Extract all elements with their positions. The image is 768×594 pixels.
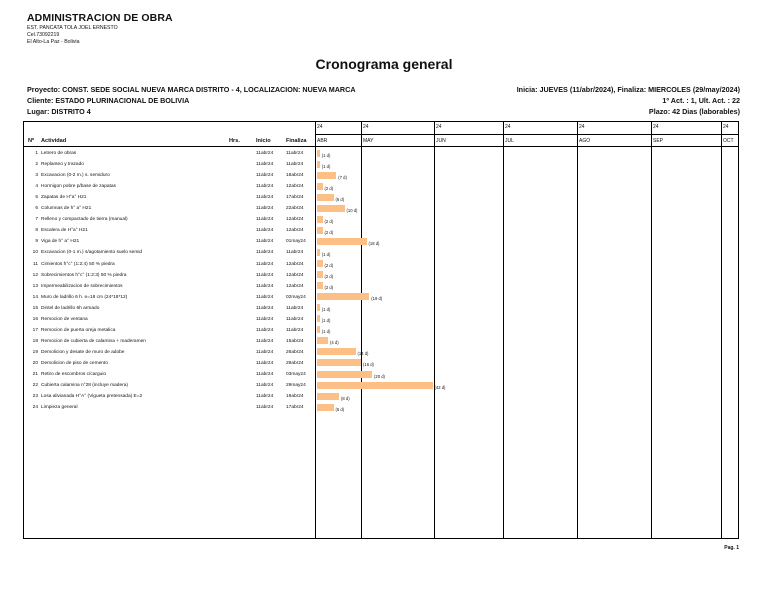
activity-end: 12abr24 xyxy=(286,272,304,278)
activity-name: Escalera de H°a° H21 xyxy=(41,228,88,234)
col-head-num: Nº xyxy=(28,138,35,144)
activity-start: 11abr24 xyxy=(256,294,274,300)
gantt-bar xyxy=(317,238,367,245)
activity-end: 26abr24 xyxy=(286,349,304,355)
duration-label: (1 d) xyxy=(321,152,331,158)
activity-end: 12abr24 xyxy=(286,261,304,267)
duration-total: Plazo: 42 Dias (laborables) xyxy=(648,107,740,116)
year-label: 24 xyxy=(363,124,369,130)
gantt-bar xyxy=(317,337,328,344)
activity-name: Limpieza general xyxy=(41,405,78,411)
activity-number: 14 xyxy=(32,294,38,300)
year-row-divider xyxy=(315,134,738,135)
month-divider xyxy=(577,122,578,538)
activity-name: Remocion de puerta oreja metalica xyxy=(41,327,116,333)
activity-number: 1 xyxy=(35,151,38,156)
duration-label: (8 d) xyxy=(341,395,350,401)
activity-end: 01may24 xyxy=(286,239,306,245)
activity-number: 4 xyxy=(35,184,38,190)
gantt-bar xyxy=(317,371,372,378)
activity-start: 11abr24 xyxy=(256,173,274,179)
activity-start: 11abr24 xyxy=(256,250,274,256)
duration-label: (10 d) xyxy=(346,207,358,213)
activity-number: 10 xyxy=(32,250,38,256)
duration-label: (1 d) xyxy=(321,251,331,257)
gantt-bar xyxy=(317,183,323,190)
duration-label: (20 d) xyxy=(374,373,385,379)
activity-number: 5 xyxy=(35,195,38,201)
activity-name: Cubierta calamina n°28 (incluye madera) xyxy=(41,383,128,389)
activity-end: 11abr24 xyxy=(286,250,304,256)
gantt-bar xyxy=(317,172,336,179)
activity-end: 22abr24 xyxy=(286,206,304,212)
activity-name: Hormigon pobre p/base de zapatas xyxy=(41,184,116,190)
activity-name: Demolicion y desate de muro de adobe xyxy=(41,349,125,355)
activity-name: Excavacion (0-2 m.) s. semiduro xyxy=(41,173,110,179)
month-divider xyxy=(434,122,435,538)
activity-start: 11abr24 xyxy=(256,184,274,190)
project-name: Proyecto: CONST. SEDE SOCIAL NUEVA MARCA DISTRITO - 4, LOCALIZACION: NUEVA MARCA xyxy=(27,85,356,94)
activity-end: 11abr24 xyxy=(286,151,304,156)
duration-label: (19 d) xyxy=(371,296,383,302)
activity-number: 22 xyxy=(32,383,38,389)
activity-end: 12abr24 xyxy=(286,283,304,289)
gantt-bar xyxy=(317,282,323,289)
activity-start: 11abr24 xyxy=(256,206,274,212)
gantt-bar xyxy=(317,382,433,389)
activity-number: 21 xyxy=(32,372,38,377)
activity-start: 11abr24 xyxy=(256,283,274,289)
activity-name: Columnas de h° a° H21 xyxy=(41,206,92,212)
activity-number: 16 xyxy=(32,316,38,322)
duration-label: (4 d) xyxy=(330,340,339,346)
activity-name: Retiro de escombros c/carguio xyxy=(41,372,107,377)
activity-end: 11abr24 xyxy=(286,316,304,322)
activity-number: 12 xyxy=(32,272,38,278)
activity-end: 11abr24 xyxy=(286,305,304,311)
client-name: Cliente: ESTADO PLURINACIONAL DE BOLIVIA xyxy=(27,96,190,105)
activity-number: 7 xyxy=(35,217,38,223)
activity-end: 17abr24 xyxy=(286,405,304,411)
activity-start: 11abr24 xyxy=(256,151,274,156)
duration-label: (1 d) xyxy=(321,318,331,324)
duration-label: (2 d) xyxy=(324,263,334,268)
gantt-bar xyxy=(317,348,356,355)
activity-start: 11abr24 xyxy=(256,394,274,400)
activity-name: Remocion de ventana xyxy=(41,316,88,322)
year-label: 24 xyxy=(579,124,585,130)
org-line-2: Cel.73092219 xyxy=(27,32,60,38)
gantt-bar xyxy=(317,315,320,322)
gantt-bar xyxy=(317,205,345,212)
activity-number: 20 xyxy=(32,360,38,366)
activity-end: 03may24 xyxy=(286,372,306,377)
activity-number: 8 xyxy=(35,228,38,234)
month-label: OCT xyxy=(723,138,734,144)
duration-label: (2 d) xyxy=(324,185,334,191)
month-divider xyxy=(361,122,362,538)
gantt-bar xyxy=(317,150,320,157)
year-label: 24 xyxy=(653,124,659,130)
activity-end: 29abr24 xyxy=(286,360,304,366)
activity-start: 11abr24 xyxy=(256,383,274,389)
activity-start: 11abr24 xyxy=(256,272,274,278)
year-label: 24 xyxy=(723,124,729,130)
activity-start: 11abr24 xyxy=(256,162,274,168)
activity-name: Cimientos h°c° (1:2:4) 50 % piedra xyxy=(41,261,115,267)
month-label: JUL xyxy=(505,138,514,144)
duration-label: (2 d) xyxy=(324,229,334,235)
year-label: 24 xyxy=(505,124,511,130)
year-label: 24 xyxy=(317,124,323,130)
month-label: ABR xyxy=(317,138,328,144)
duration-label: (2 d) xyxy=(324,218,334,224)
gantt-bar xyxy=(317,216,323,223)
activity-number: 17 xyxy=(32,327,38,333)
activity-number: 9 xyxy=(35,239,38,245)
activity-number: 24 xyxy=(32,405,38,411)
activity-end: 19abr24 xyxy=(286,394,304,400)
activity-name: Excavacion (0-1 m.) s/agotamiento suelo semid xyxy=(41,250,143,256)
month-divider xyxy=(315,122,316,538)
activity-number: 11 xyxy=(33,261,38,267)
month-label: JUN xyxy=(436,138,446,144)
duration-label: (1 d) xyxy=(321,329,331,335)
activity-number: 3 xyxy=(35,173,38,179)
duration-label: (2 d) xyxy=(324,274,334,280)
org-line-1: EST. PANCATA TOLA JOEL ERNESTO xyxy=(27,25,118,31)
gantt-bar xyxy=(317,249,320,256)
activity-number: 6 xyxy=(35,206,38,212)
gantt-bar xyxy=(317,161,320,168)
activity-start: 11abr24 xyxy=(256,349,274,355)
duration-label: (16 d) xyxy=(363,362,374,368)
activity-start: 11abr24 xyxy=(256,305,274,311)
header-divider xyxy=(24,146,738,147)
duration-label: (18 d) xyxy=(368,240,380,246)
month-label: MAY xyxy=(363,138,374,144)
org-title: ADMINISTRACION DE OBRA xyxy=(27,12,173,24)
activity-start: 11abr24 xyxy=(256,372,274,377)
activity-name: Zapatas de H°a° H21 xyxy=(41,195,87,201)
activity-name: Dintel de ladrillo 6h armado xyxy=(41,305,100,311)
month-divider xyxy=(721,122,722,538)
activity-end: 12abr24 xyxy=(286,184,304,190)
gantt-bar xyxy=(317,293,369,300)
activity-name: Impermeabilizacion de sobrecimientos xyxy=(41,283,123,289)
activity-end: 18abr24 xyxy=(286,173,304,179)
duration-label: (1 d) xyxy=(321,307,331,313)
activity-end: 11abr24 xyxy=(286,327,304,333)
col-head-hrs: Hrs. xyxy=(229,138,240,144)
org-line-3: El Alto-La Paz - Bolivia xyxy=(27,39,80,45)
activity-number: 19 xyxy=(32,349,38,355)
duration-label: (7 d) xyxy=(338,174,347,180)
gantt-bar xyxy=(317,227,323,234)
year-label: 24 xyxy=(436,124,442,130)
gantt-bar xyxy=(317,359,361,366)
activity-name: Letrero de obras xyxy=(41,151,77,156)
activity-name: Viga de h° a° H21 xyxy=(41,239,80,245)
gantt-bar xyxy=(317,393,339,400)
duration-label: (1 d) xyxy=(321,163,331,169)
gantt-bar xyxy=(317,304,320,311)
gantt-bar xyxy=(317,271,323,278)
activity-counts: 1º Act. : 1, Ult. Act. : 22 xyxy=(662,96,740,105)
activity-end: 02may24 xyxy=(286,294,306,300)
activity-number: 23 xyxy=(32,394,38,400)
duration-label: (42 d) xyxy=(434,384,446,390)
month-label: AGO xyxy=(579,138,591,144)
duration-label: (14 d) xyxy=(357,351,369,357)
start-end-dates: Inicia: JUEVES (11/abr/2024), Finaliza: MIERCOLES (29/may/2024) xyxy=(516,85,740,94)
duration-label: (2 d) xyxy=(324,285,334,291)
activity-end: 12abr24 xyxy=(286,228,304,234)
month-label: SEP xyxy=(653,138,664,144)
activity-start: 11abr24 xyxy=(256,338,274,344)
month-divider xyxy=(503,122,504,538)
activity-start: 11abr24 xyxy=(256,316,274,322)
activity-start: 11abr24 xyxy=(256,217,274,223)
activity-start: 11abr24 xyxy=(256,195,274,201)
activity-number: 15 xyxy=(32,305,38,311)
col-head-end: Finaliza xyxy=(286,138,307,144)
activity-start: 11abr24 xyxy=(256,405,274,411)
activity-end: 17abr24 xyxy=(286,195,304,201)
page-title: Cronograma general xyxy=(315,56,453,72)
month-divider xyxy=(651,122,652,538)
activity-end: 11abr24 xyxy=(286,162,304,168)
duration-label: (6 d) xyxy=(335,406,345,412)
activity-name: Remocion de cubierta de calamina + maderamen xyxy=(41,338,146,344)
activity-start: 11abr24 xyxy=(256,327,274,333)
gantt-bar xyxy=(317,326,320,333)
activity-start: 11abr24 xyxy=(256,228,274,234)
activity-start: 11abr24 xyxy=(256,239,274,245)
page-number: Pag. 1 xyxy=(724,545,739,551)
activity-name: Muro de ladrillo 6 h. e=18 cm (24*18*12) xyxy=(41,294,128,300)
activity-name: Demolicion de piso de cemento xyxy=(41,360,108,366)
activity-number: 18 xyxy=(32,338,38,344)
gantt-grid xyxy=(23,121,739,539)
activity-number: 13 xyxy=(32,283,38,289)
activity-start: 11abr24 xyxy=(256,261,274,267)
activity-name: Sobrecimientos h°c° (1:2:3) 50 % piedra xyxy=(41,272,127,278)
col-head-activity: Actividad xyxy=(41,138,67,144)
col-head-start: Inicio xyxy=(256,138,271,144)
activity-end: 15abr24 xyxy=(286,338,304,344)
gantt-bar xyxy=(317,260,323,267)
activity-end: 12abr24 xyxy=(286,217,304,223)
activity-number: 2 xyxy=(35,162,38,168)
location: Lugar: DISTRITO 4 xyxy=(27,107,91,116)
gantt-bar xyxy=(317,194,334,201)
activity-name: Relleno y compactado de tierra (manual) xyxy=(41,217,128,223)
activity-end: 29may24 xyxy=(286,383,306,389)
activity-name: Losa alivianada H°A° (Vigueta pretensada) E=2 xyxy=(41,394,143,400)
activity-start: 11abr24 xyxy=(256,360,274,366)
duration-label: (6 d) xyxy=(335,196,345,202)
activity-name: Replanteo y trazado xyxy=(41,162,84,168)
gantt-bar xyxy=(317,404,334,411)
